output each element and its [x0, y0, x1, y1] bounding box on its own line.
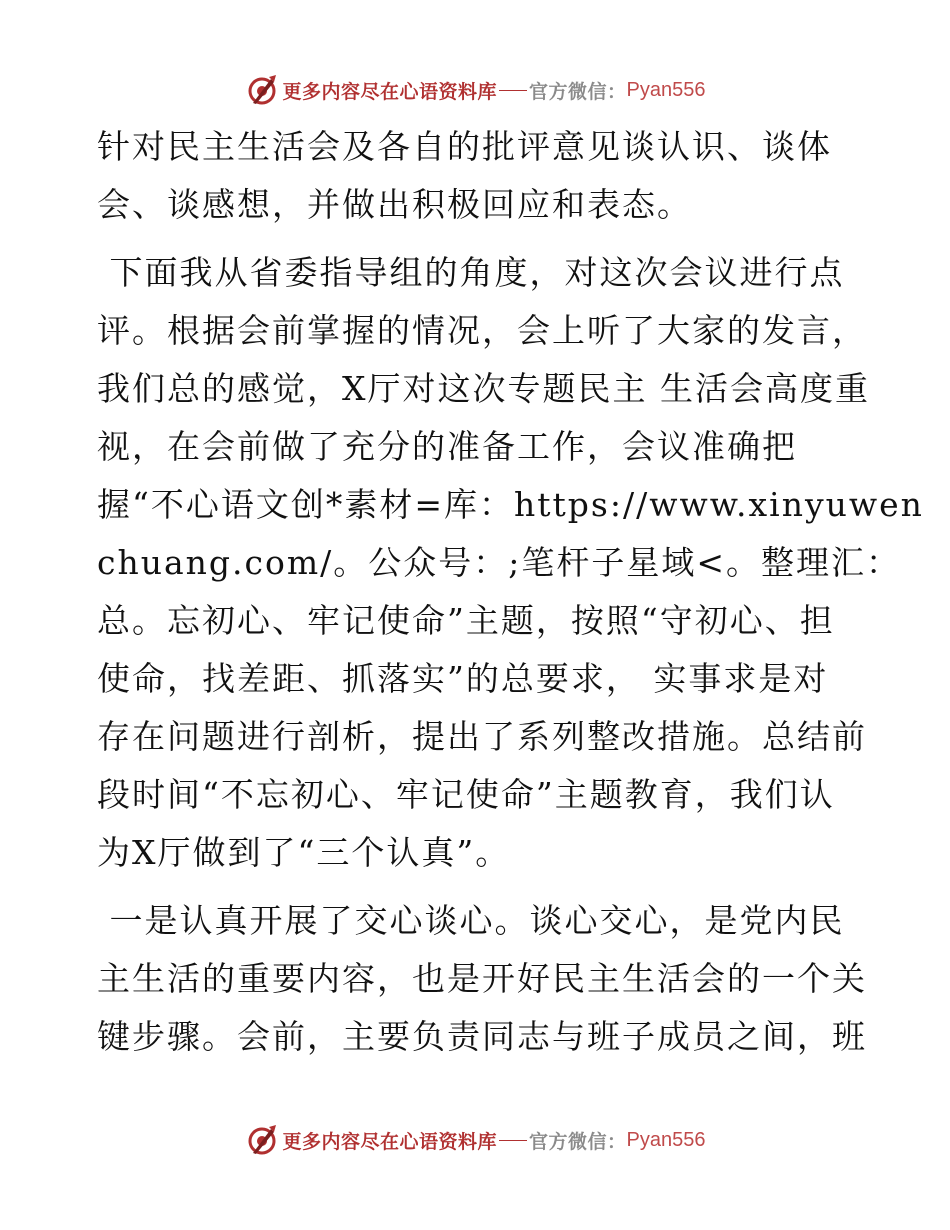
- watermark-account-text: Pyan556: [626, 1128, 706, 1151]
- paragraph: [97, 244, 924, 882]
- quill-logo-icon: [245, 73, 279, 107]
- watermark-dash: [499, 1140, 527, 1141]
- text-line: 视，在会前做了充分的准备工作，会议准确把: [97, 427, 797, 466]
- watermark-brand-text: 更多内容尽在心语资料库: [282, 1130, 498, 1153]
- text-line: 下面我从省委指导组的角度，对这次会议进行点: [97, 253, 845, 292]
- text-line: 存在问题进行剖析，提出了系列整改措施。总结前: [97, 717, 867, 756]
- header-watermark: [0, 70, 950, 110]
- watermark-dash: [499, 90, 527, 91]
- text-line: 总。忘初心、牢记使命”主题，按照“守初心、担: [97, 601, 835, 640]
- footer-watermark: [0, 1120, 950, 1160]
- paragraph: [97, 118, 857, 234]
- text-line: 使命，找差距、抓落实”的总要求， 实事求是对: [97, 659, 829, 698]
- text-line: 会、谈感想，并做出积极回应和表态。: [97, 185, 692, 224]
- text-line: 我们总的感觉，X厅对这次专题民主 生活会高度重: [97, 369, 870, 408]
- text-line: 握“不心语文创*素材=库：https://www.xinyuwen: [97, 485, 924, 524]
- document-body: [97, 118, 924, 1076]
- text-line: 键步骤。会前，主要负责同志与班子成员之间，班: [97, 1017, 867, 1056]
- watermark-account-text: Pyan556: [626, 78, 706, 101]
- text-line: 为X厅做到了“三个认真”。: [97, 833, 511, 872]
- text-line: 主生活的重要内容，也是开好民主生活会的一个关: [97, 959, 867, 998]
- quill-logo-icon: [245, 1123, 279, 1157]
- text-line: 一是认真开展了交心谈心。谈心交心，是党内民: [97, 901, 845, 940]
- text-line: 评。根据会前掌握的情况，会上听了大家的发言，: [97, 311, 867, 350]
- text-line: 段时间“不忘初心、牢记使命”主题教育，我们认: [97, 775, 835, 814]
- text-line: chuang.com/。公众号：;笔杆子星域<。整理汇：: [97, 543, 902, 582]
- watermark-brand-text: 更多内容尽在心语资料库: [282, 80, 498, 103]
- watermark-official-text: 官方微信：: [529, 1130, 627, 1153]
- watermark-official-text: 官方微信：: [529, 80, 627, 103]
- paragraph: [97, 892, 867, 1066]
- text-line: 针对民主生活会及各自的批评意见谈认识、谈体: [97, 127, 832, 166]
